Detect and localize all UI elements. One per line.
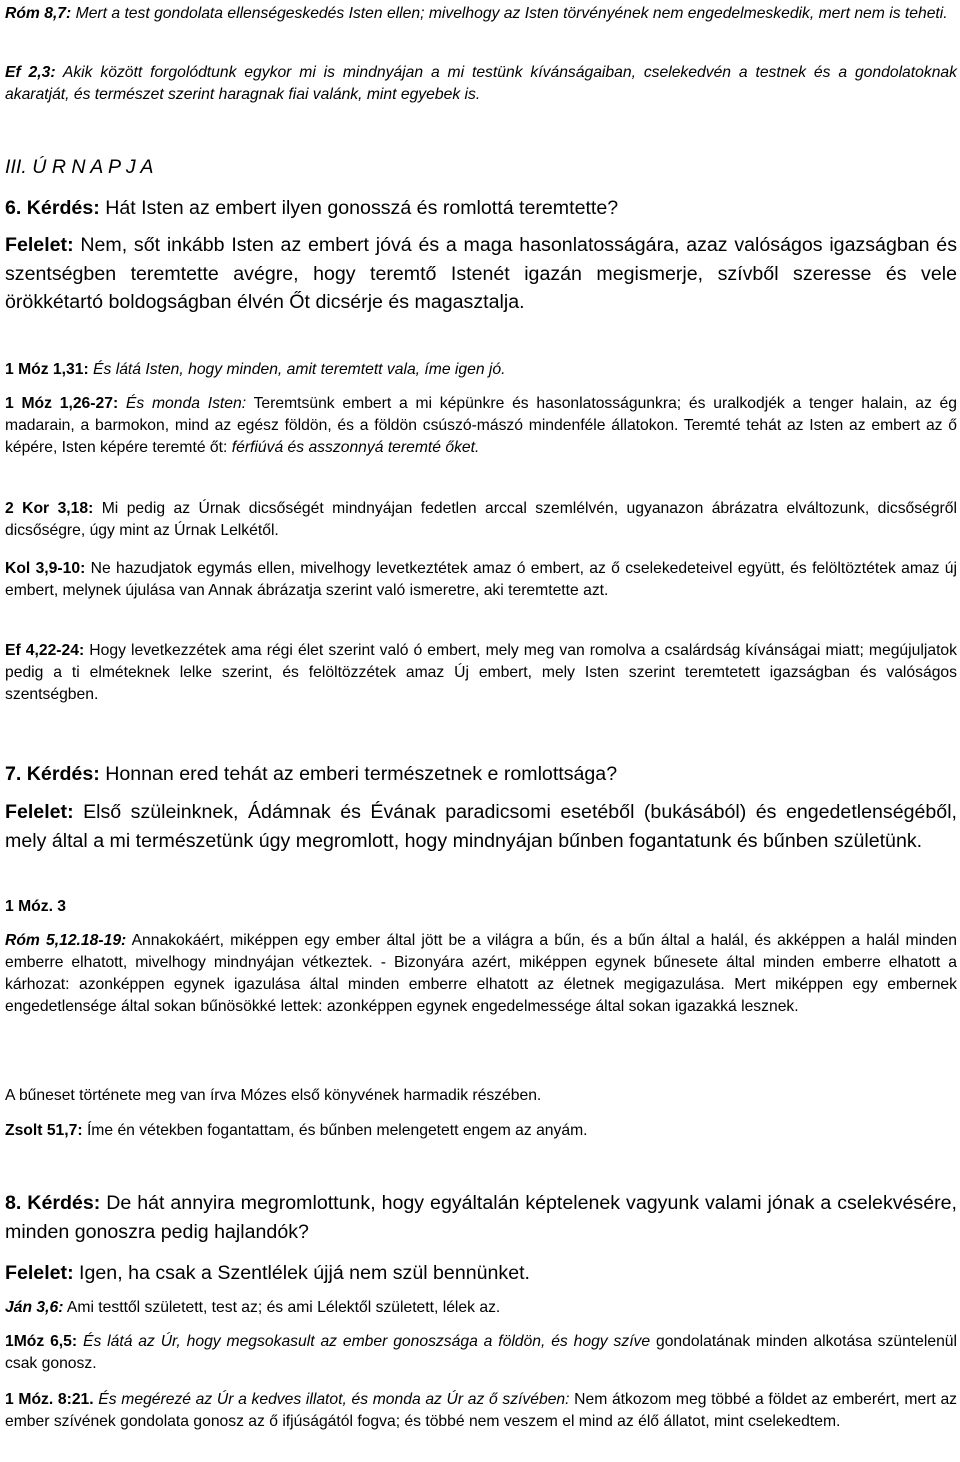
answer-7 — [5, 798, 957, 855]
verse-text: Mert a test gondolata ellenségeskedés Isten ellen; mivelhogy az Isten törvényének nem engedelmeskedik, mert nem is teheti. — [71, 5, 948, 22]
verse-rom-8-7 — [5, 3, 957, 25]
answer-6 — [5, 231, 957, 317]
verse-text-italic: És látá az Úr, hogy megsokasult az ember gonoszsága a földön, és hogy szíve — [77, 1333, 651, 1350]
verse-text-italic: És monda Isten: — [118, 395, 247, 412]
verse-text: Hogy levetkezzétek ama régi élet szerint való ó embert, mely meg van romolva a csalárdság kívánságai miatt; megújuljatok pedig a ti elméteknek lelke szerint, és felöltözzétek amaz Új embert, mely Isten szerint teremtetett igazságban és valóságos szentségben. — [5, 642, 957, 703]
verse-kol-3-9 — [5, 558, 957, 602]
answer-text: Nem, sőt inkább Isten az embert jóvá és a maga hasonlatosságára, azaz valóságos igazságban és szentségben teremtette avégre, hogy teremtő Istenét igazán megismerje, szívből szeresse és vele örökkétartó boldogságban élvén Őt dicsérje és magasztalja. — [5, 234, 957, 313]
verse-jan-3-6 — [5, 1297, 957, 1319]
verse-ref: Róm 8,7: — [5, 5, 72, 22]
note-text: A bűneset története meg van írva Mózes első könyvének harmadik részében. — [5, 1087, 542, 1104]
verse-1moz-1-31 — [5, 359, 957, 381]
verse-text-italic: És megérezé az Úr a kedves illatot, és monda az Úr az ő szívében: — [93, 1391, 570, 1408]
verse-2kor-3-18 — [5, 498, 957, 542]
note-buneset — [5, 1085, 957, 1107]
question-text: Hát Isten az embert ilyen gonosszá és romlottá teremtette? — [99, 197, 619, 219]
question-label: 8. Kérdés: — [5, 1192, 101, 1214]
verse-1moz-1-26 — [5, 393, 957, 459]
verse-ref: 1 Móz. 3 — [5, 898, 67, 915]
verse-ref: 1 Móz 1,31: — [5, 361, 89, 378]
answer-label: Felelet: — [5, 234, 74, 256]
verse-zsolt-51-7 — [5, 1120, 957, 1142]
verse-ref: 1Móz 6,5: — [5, 1333, 78, 1350]
answer-8 — [5, 1259, 957, 1287]
question-text: De hát annyira megromlottunk, hogy egyáltalán képtelenek vagyunk valami jónak a cselekvésére, minden gonoszra pedig hajlandók? — [5, 1192, 957, 1243]
verse-ef-2-3 — [5, 62, 957, 106]
verse-text: Akik között forgolódtunk egykor mi is mindnyájan a mi testünk kívánságaiban, cselekedvén a testnek és a gondolatoknak akaratját, és természet szerint haragnak fiai valánk, mint egyebek is. — [5, 64, 957, 103]
verse-1moz-3 — [5, 896, 957, 918]
verse-ref: Ef 4,22-24: — [5, 642, 85, 659]
section-title: III. Ú R N A P J A — [5, 156, 154, 178]
question-7 — [5, 760, 957, 788]
verse-text: Mi pedig az Úrnak dicsőségét mindnyájan fedetlen arccal szemlélvén, ugyanazon ábrázatra elváltozunk, dicsőségről dicsőségre, úgy mint az Úrnak Lelkétől. — [5, 500, 957, 539]
verse-1moz-8-21 — [5, 1389, 957, 1433]
verse-text-italic-end: férfiúvá és asszonnyá teremté őket. — [227, 439, 480, 456]
question-label: 6. Kérdés: — [5, 197, 100, 219]
verse-text: Íme én vétekben fogantattam, és bűnben melengetett engem az anyám. — [82, 1122, 588, 1139]
verse-1moz-6-5 — [5, 1331, 957, 1375]
verse-text: És látá Isten, hogy minden, amit teremtett vala, íme igen jó. — [88, 361, 506, 378]
question-6 — [5, 194, 957, 222]
question-label: 7. Kérdés: — [5, 763, 100, 785]
verse-ef-4-22 — [5, 640, 957, 706]
verse-text: Teremtsünk embert a mi képünkre és hasonlatosságunkra; és uralkodjék a tenger halain, az ég madarain, a barmokon, mind az egész földön, és a földön csúszó-mászó mindenféle állatokon. Teremté tehát az Isten az embert az ő képére, Isten képére teremté őt: — [5, 395, 957, 456]
question-text: Honnan ered tehát az emberi természetnek e romlottsága? — [99, 763, 618, 785]
verse-text: Annakokáért, miképpen egy ember által jött be a világra a bűn, és a bűn által a halál, és akképpen a halál minden emberre elhatott, mivelhogy mindnyájan vétkeztek. - Bizonyára azért, miképpen egynek bűnesete által minden emberre elhatott a kárhozat: azonképpen egynek igazulása által minden emberre elhatott az életnek megigazulása. Mert miképpen egy embernek engedetlensége által sokan bűnösökké lettek: azonképpen egynek engedelmessége által sokan igazakká lesznek. — [5, 932, 957, 1015]
verse-ref: Ján 3,6: — [5, 1299, 64, 1316]
verse-rom-5-12 — [5, 930, 957, 1018]
verse-ref: Róm 5,12.18-19: — [5, 932, 127, 949]
answer-text: Első szüleinknek, Ádámnak és Évának paradicsomi esetéből (bukásából) és engedetlenségéből, mely által a mi természetünk úgy megromlott, hogy mindnyájan bűnben fogantatunk és bűnben születünk. — [5, 801, 957, 852]
verse-ref: Ef 2,3: — [5, 64, 56, 81]
answer-text: Igen, ha csak a Szentlélek újjá nem szül bennünket. — [73, 1262, 530, 1284]
verse-text: Ne hazudjatok egymás ellen, mivelhogy levetkeztétek amaz ó embert, az ő cselekedeteivel együtt, és felöltöztétek amaz új embert, melynek újulása van Annak ábrázatja szerint való ismeretre, aki teremtette azt. — [5, 560, 957, 599]
verse-ref: 1 Móz. 8:21. — [5, 1391, 94, 1408]
verse-ref: Zsolt 51,7: — [5, 1122, 83, 1139]
answer-label: Felelet: — [5, 1262, 74, 1284]
verse-ref: 1 Móz 1,26-27: — [5, 395, 119, 412]
verse-text: Nem átkozom meg többé a földet az emberért, mert az ember szívének gondolata gonosz az ő ifjúságától fogva; és többé nem veszem el mind az élő állatot, mint cselekedtem. — [5, 1391, 958, 1430]
verse-ref: 2 Kor 3,18: — [5, 500, 94, 517]
verse-text: Ami testtől született, test az; és ami Lélektől született, lélek az. — [63, 1299, 501, 1316]
answer-label: Felelet: — [5, 801, 74, 823]
question-8 — [5, 1189, 957, 1246]
verse-text: gondolatának minden alkotása szüntelenül csak gonosz. — [5, 1333, 958, 1372]
verse-ref: Kol 3,9-10: — [5, 560, 86, 577]
